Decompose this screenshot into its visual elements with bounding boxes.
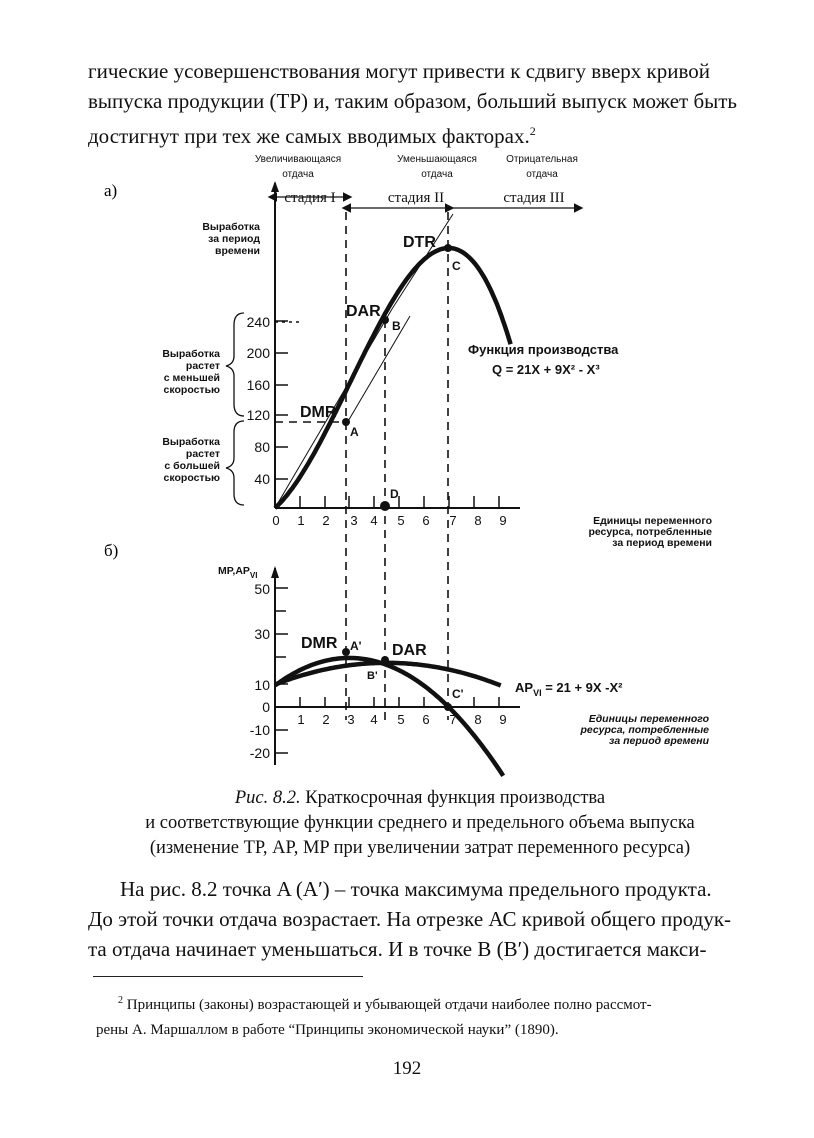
point-c bbox=[444, 244, 452, 252]
brace-label: с меньшей bbox=[163, 372, 220, 384]
brace-label: растет bbox=[185, 448, 220, 460]
caption-line: и соответствующие функции среднего и предельного объема выпуска bbox=[145, 813, 695, 833]
y-tick-label: -20 bbox=[249, 745, 270, 761]
x-tick-label: 2 bbox=[322, 513, 330, 528]
caption-line: (изменение ТР, AP, MP при увеличении затрат переменного ресурса) bbox=[149, 838, 691, 858]
brace-label: Выработка bbox=[162, 348, 220, 360]
x-tick-label: 3 bbox=[347, 712, 355, 727]
ap-formula-pre: AP bbox=[515, 680, 534, 695]
text-line-content: достигнут при тех же самых вводимых факторах. bbox=[88, 124, 530, 148]
point-label: D bbox=[390, 487, 399, 501]
function-title: Функция производства bbox=[468, 342, 619, 357]
curve-label: DAR bbox=[392, 642, 427, 659]
top-paragraph bbox=[88, 56, 768, 151]
caption-line bbox=[40, 786, 800, 811]
y-tick-label: 30 bbox=[254, 626, 270, 642]
y-tick-label: -10 bbox=[249, 722, 270, 738]
x-tick-label: 3 bbox=[350, 513, 358, 528]
point-label: C' bbox=[452, 687, 464, 701]
point-a-prime bbox=[342, 648, 350, 656]
x-tick-label: 7 bbox=[449, 712, 457, 727]
panel-b-label: б) bbox=[104, 541, 119, 560]
bottom-paragraph bbox=[88, 874, 768, 964]
text-line: гические усовершенствования могут привести к сдвигу вверх кривой bbox=[88, 59, 711, 83]
stage-header: Уменьшающаяся bbox=[397, 154, 477, 165]
x-tick-label: 7 bbox=[449, 513, 457, 528]
x-axis-title: за период времени bbox=[609, 735, 709, 747]
panel-a-label: а) bbox=[104, 181, 118, 200]
curve-label: DTR bbox=[403, 234, 436, 251]
y-axis-title: времени bbox=[215, 245, 260, 257]
footnote-line: рены А. Маршаллом в работе “Принципы экономической науки” (1890). bbox=[96, 1022, 559, 1038]
stage-label: стадия II bbox=[387, 190, 445, 206]
curve-label: DAR bbox=[346, 303, 381, 320]
stage-header: отдача bbox=[421, 169, 453, 180]
x-tick-label: 1 bbox=[297, 712, 305, 727]
footnote-line bbox=[96, 988, 786, 1018]
y-axis-title: за период bbox=[208, 233, 260, 245]
stage-header: Отрицательная bbox=[506, 154, 578, 165]
caption-fig-number: Рис. 8.2. bbox=[234, 788, 301, 808]
text-line: На рис. 8.2 точка A (A′) – точка максимума предельного продукта. bbox=[120, 877, 712, 901]
y-tick-label: 10 bbox=[254, 677, 270, 693]
x-axis-title: ресурса, потребленные bbox=[588, 526, 712, 538]
point-label: A bbox=[350, 425, 359, 439]
brace-label: с большей bbox=[164, 460, 220, 472]
point-label: B' bbox=[367, 670, 378, 682]
point-label: B bbox=[392, 319, 401, 333]
footnote-ref: 2 bbox=[529, 124, 536, 138]
curve-label: DMR bbox=[300, 404, 337, 421]
brace-label: растет bbox=[185, 360, 220, 372]
y-tick-label: 160 bbox=[246, 377, 270, 393]
x-tick-label: 0 bbox=[272, 513, 280, 528]
text-line bbox=[88, 116, 768, 151]
footnote-text: Принципы (законы) возрастающей и убывающей отдачи наиболее полно рассмот- bbox=[123, 997, 652, 1013]
x-axis-title: Единицы переменного bbox=[588, 713, 709, 725]
figure-caption bbox=[40, 786, 800, 861]
production-function-figure bbox=[0, 150, 814, 780]
x-tick-label: 1 bbox=[297, 513, 305, 528]
point-label: A' bbox=[350, 639, 362, 653]
brace-label: Выработка bbox=[162, 436, 220, 448]
x-tick-label: 2 bbox=[322, 712, 330, 727]
text-line: выпуска продукции (ТР) и, таким образом, больший выпуск может быть bbox=[88, 89, 738, 113]
x-axis-title: за период времени bbox=[612, 537, 712, 549]
x-tick-label: 5 bbox=[397, 712, 405, 727]
footnote-mark: 2 bbox=[118, 995, 123, 1006]
brace-label: скоростью bbox=[163, 384, 220, 396]
x-tick-label: 6 bbox=[422, 513, 430, 528]
footnote bbox=[96, 988, 786, 1043]
x-tick-label: 9 bbox=[499, 513, 507, 528]
stage-label: стадия I bbox=[284, 190, 336, 206]
y-tick-label: 80 bbox=[254, 439, 270, 455]
point-c-prime bbox=[444, 703, 452, 711]
text-line: До этой точки отдача возрастает. На отрезке АС кривой общего продук- bbox=[88, 907, 732, 931]
x-axis-title: Единицы переменного bbox=[593, 515, 712, 527]
ap-formula-post: = 21 + 9X -X² bbox=[541, 680, 623, 695]
stage-header: отдача bbox=[282, 169, 314, 180]
y-axis-title: Выработка bbox=[202, 221, 260, 233]
point-label: C bbox=[452, 259, 461, 273]
ap-formula-sub: VI bbox=[533, 688, 542, 698]
y-axis-title-sub: VI bbox=[249, 571, 258, 580]
ap-formula bbox=[515, 680, 623, 698]
y-tick-label: 120 bbox=[246, 407, 270, 423]
x-axis-title: ресурса, потребленные bbox=[580, 724, 709, 736]
y-tick-label: 40 bbox=[254, 471, 270, 487]
footnote-rule bbox=[93, 976, 363, 977]
text-line: та отдача начинает уменьшаться. И в точке В (В′) достигается макси- bbox=[88, 937, 707, 961]
x-tick-label: 8 bbox=[474, 712, 482, 727]
caption-title: Краткосрочная функция производства bbox=[300, 788, 606, 808]
y-tick-label: 50 bbox=[254, 581, 270, 597]
stage-label: стадия III bbox=[503, 190, 565, 206]
function-formula: Q = 21X + 9X² - X³ bbox=[492, 362, 600, 377]
x-tick-label: 4 bbox=[370, 712, 378, 727]
curve-label: DMR bbox=[301, 635, 338, 652]
y-axis-title-text: MP,AP bbox=[218, 565, 250, 577]
y-tick-label: 240 bbox=[246, 314, 270, 330]
stage-header: отдача bbox=[526, 169, 558, 180]
x-tick-label: 6 bbox=[422, 712, 430, 727]
point-a bbox=[342, 418, 350, 426]
point-d bbox=[380, 501, 390, 511]
point-b bbox=[381, 316, 389, 324]
page-number: 192 bbox=[392, 1058, 422, 1079]
total-product-curve bbox=[275, 248, 511, 508]
x-tick-label: 4 bbox=[370, 513, 378, 528]
x-tick-label: 8 bbox=[474, 513, 482, 528]
stage-header: Увеличивающаяся bbox=[254, 154, 342, 165]
x-tick-label: 5 bbox=[397, 513, 405, 528]
x-tick-label: 9 bbox=[499, 712, 507, 727]
y-tick-label: 0 bbox=[262, 699, 270, 715]
point-b-prime bbox=[381, 656, 389, 664]
y-tick-label: 200 bbox=[246, 345, 270, 361]
y-axis-title bbox=[218, 565, 257, 580]
brace-label: скоростью bbox=[163, 472, 220, 484]
